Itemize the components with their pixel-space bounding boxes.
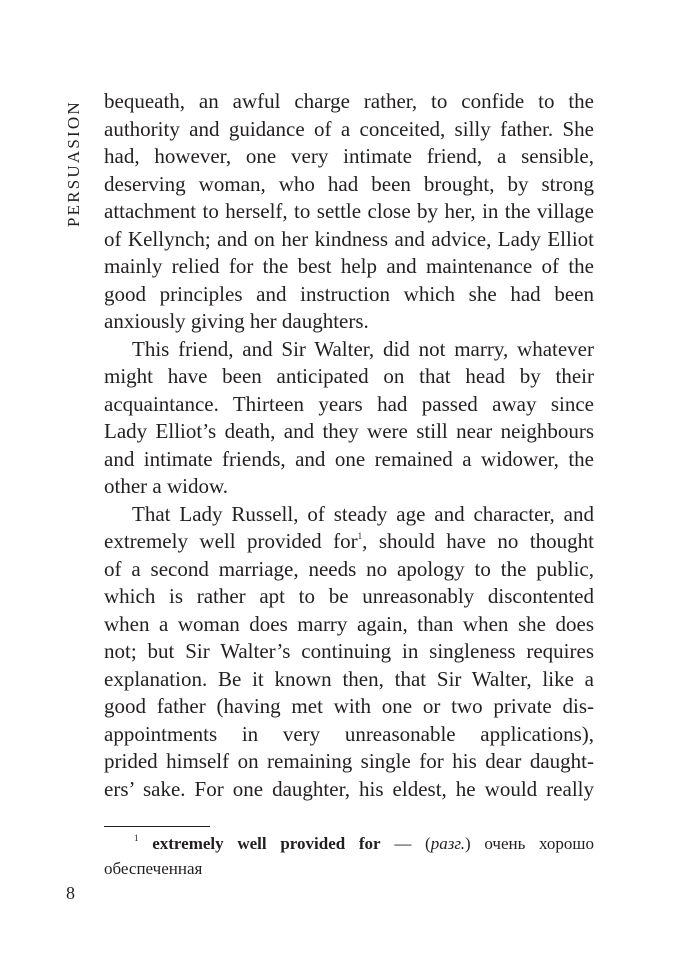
text-line: which is rather apt to be unreasonably discontented <box>104 584 594 608</box>
footnote-line: обеспеченная <box>104 859 203 878</box>
text-line-with-footnote-ref <box>104 528 594 556</box>
footnote-anchor-text: extremely well provided for <box>104 529 358 553</box>
footnote-translation: ) очень хорошо <box>464 834 594 853</box>
page-number: 8 <box>66 883 75 903</box>
footnote-reference[interactable]: 1 <box>357 531 363 541</box>
text-line: appointments in very unreasonable applications), <box>104 721 594 746</box>
text-line: That Lady Russell, of steady age and character, and <box>132 501 594 526</box>
text-line: acquaintance. Thirteen years had passed away since <box>104 391 594 416</box>
text-line: good father (having met with one or two private dis- <box>104 694 594 718</box>
text-line: This friend, and Sir Walter, did not marry, whatever <box>132 336 594 361</box>
text-line: mainly relied for the best help and maintenance of the <box>104 254 594 278</box>
footnote-divider <box>104 826 210 827</box>
text-line: anxiously giving her daughters. <box>104 309 369 333</box>
text-line: authority and guidance of a conceited, silly father. She <box>104 116 594 141</box>
text-line: when a woman does marry again, than when she does <box>104 611 594 636</box>
text-line-continuation: , should have no thought <box>362 529 594 553</box>
footnote-term: extremely well provided for <box>152 834 381 853</box>
footnote-dash: — ( <box>380 834 431 853</box>
text-line: other a widow. <box>104 474 229 498</box>
text-line: Lady Elliot’s death, and they were still near neighbours <box>104 419 594 443</box>
text-line: deserving woman, who had been brought, by strong <box>104 171 594 196</box>
footnote-number: 1 <box>134 833 139 843</box>
text-line: might have been anticipated on that head by their <box>104 364 594 388</box>
footnote-abbreviation: разг. <box>430 834 465 853</box>
body-text <box>104 88 594 803</box>
text-line: of a second marriage, needs no apology to the public, <box>104 556 594 581</box>
text-line: attachment to herself, to settle close by her, in the village <box>104 199 594 223</box>
text-line: of Kellynch; and on her kindness and advice, Lady Elliot <box>104 226 594 251</box>
running-head: PERSUASION <box>64 100 83 227</box>
text-line: bequeath, an awful charge rather, to confide to the <box>104 89 594 113</box>
text-line: explanation. Be it known then, that Sir Walter, like a <box>104 666 594 691</box>
text-line: good principles and instruction which she had been <box>104 281 594 306</box>
text-line: had, however, one very intimate friend, a sensible, <box>104 144 594 168</box>
footnote-line <box>104 831 594 856</box>
text-line: not; but Sir Walter’s continuing in singleness requires <box>104 639 594 663</box>
text-line: ers’ sake. For one daughter, his eldest, he would really <box>104 776 594 801</box>
footnote <box>104 831 594 881</box>
text-line: and intimate friends, and one remained a widower, the <box>104 446 594 471</box>
text-line: prided himself on remaining single for his dear daught- <box>104 749 594 773</box>
